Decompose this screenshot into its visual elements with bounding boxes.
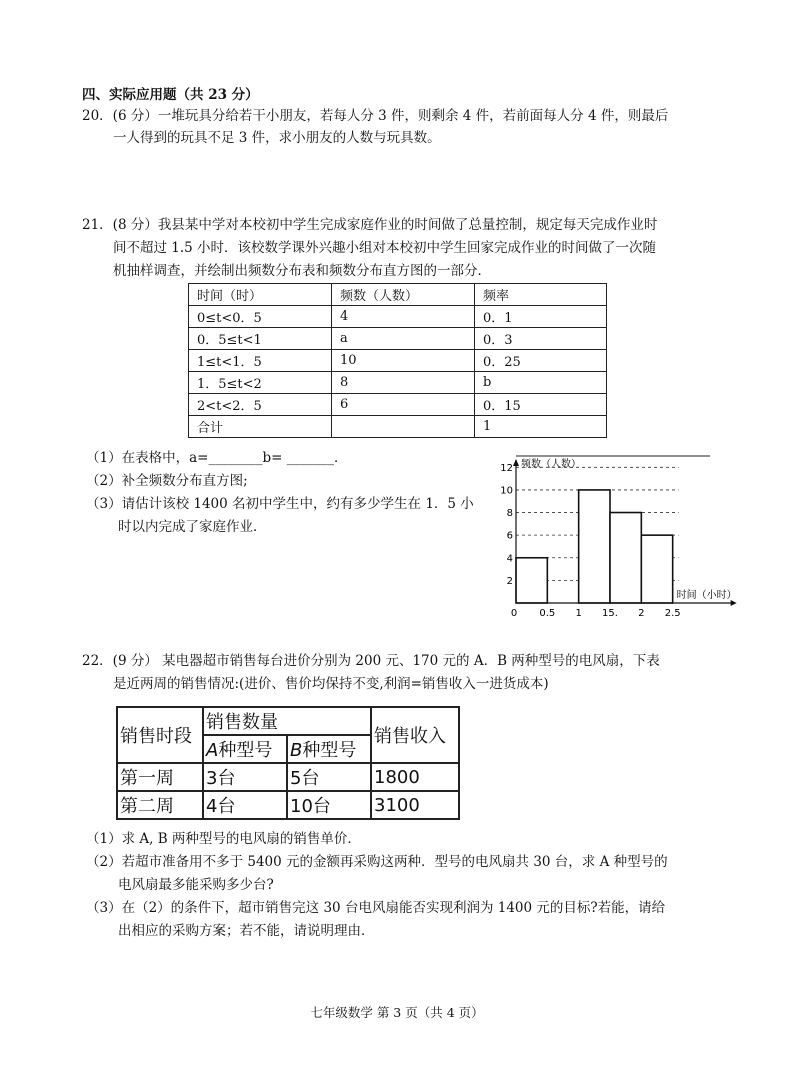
frequency-histogram [500, 450, 737, 622]
table-cell: 1．5≤t<2 [189, 372, 332, 394]
x-tick-label: 2 [638, 608, 645, 619]
table-cell: 2<t<2．5 [189, 394, 332, 416]
histogram-bar [641, 535, 672, 603]
table-cell: 0．1 [475, 306, 607, 328]
table-row [117, 763, 459, 791]
table-cell: 10 [332, 350, 475, 372]
x-tick-label: 15. [602, 608, 618, 619]
table-cell: 4 [332, 306, 475, 328]
table-cell: 3台 [203, 763, 287, 791]
table-cell [332, 416, 475, 438]
table-cell: 0．25 [475, 350, 607, 372]
table-cell: a [332, 328, 475, 350]
table-cell: 8 [332, 372, 475, 394]
table-cell: 1≤t<1．5 [189, 350, 332, 372]
q22-sub-2-line-2: 电风扇最多能采购多少台? [118, 877, 274, 893]
y-tick-label: 4 [506, 553, 513, 565]
q22-line-2: 是近两周的销售情况:(进价、售价均保持不变,利润=销售收入一进货成本) [113, 676, 549, 692]
x-tick-label: 1 [575, 608, 582, 619]
q22-sub-3-line-2: 出相应的采购方案；若不能，请说明理由． [118, 923, 375, 939]
table-header-cell: 销售数量 [203, 707, 371, 735]
q21-sub-3-line-2: 时以内完成了家庭作业． [118, 519, 267, 535]
table-cell: 6 [332, 394, 475, 416]
table-header-cell: 时间（时） [189, 284, 332, 306]
variable-a: A [206, 740, 219, 761]
table-header-cell [287, 735, 371, 763]
q22-sub-2-line-1: （2）若超市准备用不多于 5400 元的金额再采购这两种．型号的电风扇共 30 台，求 A 种型号的 [86, 854, 668, 870]
x-tick-label: 2.5 [664, 608, 681, 619]
y-tick-label: 6 [506, 530, 513, 542]
x-axis-title: 时间（小时） [676, 590, 737, 601]
table-cell: 1 [475, 416, 607, 438]
q21-line-2: 间不超过 1.5 小时．该校数学课外兴趣小组对本校初中学生回家完成作业的时间做了一次随 [113, 240, 657, 256]
q20-line-2: 一人得到的玩具不足 3 件，求小朋友的人数与玩具数。 [113, 130, 441, 146]
table-cell: 3100 [371, 791, 459, 819]
table-cell: 第一周 [117, 763, 203, 791]
y-tick-label: 8 [506, 508, 513, 520]
table-cell: 1800 [371, 763, 459, 791]
q22-sub-3-line-1: （3）在（2）的条件下，超市销售完这 30 台电风扇能否实现利润为 1400 元的目标?若能，请给 [86, 900, 666, 916]
table-header-cell [203, 735, 287, 763]
sales-table [116, 706, 460, 820]
table-row [189, 328, 607, 350]
table-cell: 第二周 [117, 791, 203, 819]
q20-line-1: 20．(6 分）一堆玩具分给若干小朋友，若每人分 3 件，则剩余 4 件，若前面每人分 4 件，则最后 [82, 108, 669, 124]
header-a-text: 种型号 [218, 740, 273, 761]
table-header-cell: 频数（人数） [332, 284, 475, 306]
frequency-table [188, 283, 607, 438]
table-header-row [117, 707, 459, 735]
table-cell: 4台 [203, 791, 287, 819]
table-row [189, 394, 607, 416]
table-header-row [189, 284, 607, 306]
table-cell: 0．3 [475, 328, 607, 350]
y-tick-label: 10 [500, 485, 513, 497]
q21-sub-1: （1）在表格中，a=________b= _______． [86, 450, 348, 466]
q21-line-1: 21．(8 分）我县某中学对本校初中学生完成家庭作业的时间做了总量控制，规定每天完成作业时 [82, 217, 658, 233]
table-cell: b [475, 372, 607, 394]
table-cell: 5台 [287, 763, 371, 791]
table-cell: 0．5≤t<1 [189, 328, 332, 350]
y-axis-arrow [513, 459, 519, 466]
q21-sub-2: （2）补全频数分布直方图; [86, 473, 248, 489]
y-axis-title: 频数（人数） [521, 459, 581, 470]
table-cell: 0≤t<0．5 [189, 306, 332, 328]
header-b-text: 种型号 [302, 740, 357, 761]
table-cell: 0．15 [475, 394, 607, 416]
x-tick-label: 0 [510, 608, 518, 619]
histogram-bar [610, 513, 641, 603]
q22-sub-1: （1）求 A, B 两种型号的电风扇的销售单价． [86, 831, 361, 847]
table-header-cell: 销售时段 [117, 707, 203, 763]
variable-b: B [290, 740, 303, 761]
y-tick-label: 2 [506, 575, 513, 587]
histogram-bar [579, 490, 610, 603]
table-header-cell: 频率 [475, 284, 607, 306]
histogram-bar [516, 558, 547, 603]
y-tick-label: 12 [500, 462, 513, 474]
q21-line-3: 机抽样调查，并绘制出频数分布表和频数分布直方图的一部分． [113, 263, 491, 279]
table-row [189, 306, 607, 328]
q21-sub-3-line-1: （3）请估计该校 1400 名初中学生中，约有多少学生在 1．5 小 [86, 496, 474, 512]
table-row [189, 350, 607, 372]
section-title: 四、实际应用题（共 23 分） [82, 87, 259, 103]
table-row [189, 416, 607, 438]
q22-line-1: 22．(9 分） 某电器超市销售每台进价分别为 200 元、170 元的 A．B 两种型号的电风扇，下表 [82, 653, 660, 669]
table-row [117, 791, 459, 819]
table-cell: 10台 [287, 791, 371, 819]
x-tick-label: 0.5 [539, 608, 556, 619]
table-cell: 合计 [189, 416, 332, 438]
page-footer: 七年级数学 第 3 页（共 4 页） [310, 1005, 484, 1020]
table-row [189, 372, 607, 394]
table-header-cell: 销售收入 [371, 707, 459, 763]
